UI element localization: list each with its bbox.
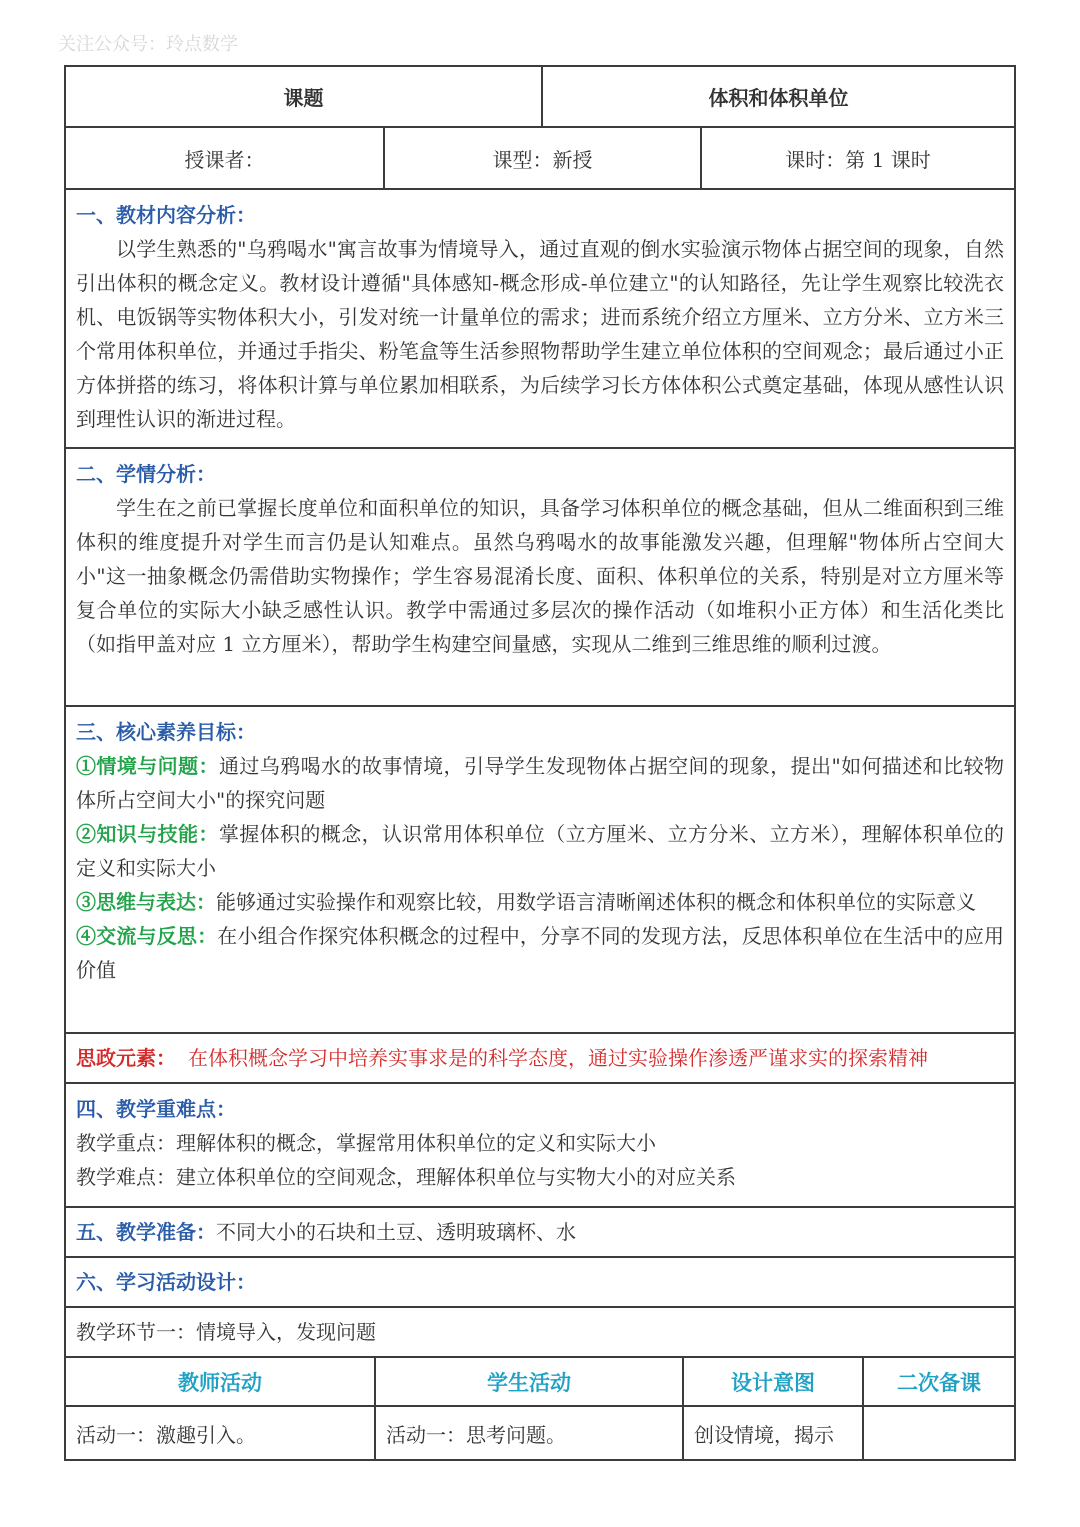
learner-analysis-title: 二、学情分析： [76, 462, 216, 486]
goal-item [76, 885, 1004, 919]
goal-text: 能够通过实验操作和观察比较，用数学语言清晰阐述体积的概念和体积单位的实际意义 [216, 890, 976, 914]
difficulty-point: 教学难点：建立体积单位的空间观念，理解体积单位与实物大小的对应关系 [76, 1165, 736, 1189]
goal-label: ①情境与问题： [76, 754, 219, 778]
ideology-text: 在体积概念学习中培养实事求是的科学态度，通过实验操作渗透严谨求实的探索精神 [188, 1046, 928, 1070]
key-point: 教学重点：理解体积的概念，掌握常用体积单位的定义和实际大小 [76, 1131, 656, 1155]
teacher-activity-header: 教师活动 [178, 1369, 262, 1395]
watermark: 关注公众号：玲点数学 [58, 34, 238, 55]
key-points-title: 四、教学重难点： [76, 1097, 236, 1121]
second-prep-header: 二次备课 [862, 1358, 1014, 1405]
activity-design-title: 六、学习活动设计： [76, 1270, 256, 1294]
teaching-step-row [64, 1308, 1016, 1358]
lesson-time: 课时：第 1 课时 [700, 128, 1014, 188]
material-analysis-section [64, 190, 1016, 449]
preparation-section [64, 1208, 1016, 1258]
ideology-section [64, 1034, 1016, 1084]
topic-row [64, 65, 1016, 128]
student-activity-cell: 活动一：思考问题。 [374, 1407, 682, 1459]
activity-design-section [64, 1258, 1016, 1308]
design-intent-cell: 创设情境，揭示 [682, 1407, 862, 1459]
goal-label: ④交流与反思： [76, 924, 218, 948]
second-prep-cell [862, 1407, 1014, 1459]
student-activity-header: 学生活动 [374, 1358, 682, 1405]
goal-text: 掌握体积的概念，认识常用体积单位（立方厘米、立方分米、立方米），理解体积单位的定义和实际大小 [76, 822, 1005, 880]
teaching-step: 教学环节一：情境导入，发现问题 [76, 1320, 376, 1344]
goal-text: 通过乌鸦喝水的故事情境，引导学生发现物体占据空间的现象，提出"如何描述和比较物体所占空间大小"的探究问题 [76, 754, 1005, 812]
meta-row [64, 128, 1016, 190]
core-goals-section [64, 707, 1016, 1034]
preparation-label: 五、教学准备： [76, 1220, 216, 1244]
ideology-label: 思政元素： [76, 1046, 176, 1070]
goal-item [76, 919, 1004, 987]
goal-label: ③思维与表达： [76, 890, 216, 914]
lesson-plan-table [64, 65, 1016, 1461]
topic-label: 课题 [283, 86, 324, 110]
topic-value: 体积和体积单位 [541, 67, 1014, 126]
material-analysis-title: 一、教材内容分析： [76, 203, 256, 227]
learner-analysis-section [64, 449, 1016, 707]
goal-label: ②知识与技能： [76, 822, 219, 846]
material-analysis-body: 以学生熟悉的"乌鸦喝水"寓言故事为情境导入，通过直观的倒水实验演示物体占据空间的现象，自然引出体积的概念定义。教材设计遵循"具体感知-概念形成-单位建立"的认知路径，先让学生观察比较洗衣机、电饭锅等实物体积大小，引发对统一计量单位的需求；进而系统介绍立方厘米、立方分米、立方米三个常用体积单位，并通过手指尖、粉笔盒等生活参照物帮助学生建立单位体积的空间观念；最后通过小正方体拼搭的练习，将体积计算与单位累加相联系，为后续学习长方体体积公式奠定基础，体现从感性认识到理性认识的渐进过程。 [76, 237, 1004, 431]
core-goals-title: 三、核心素养目标： [76, 720, 256, 744]
goal-item [76, 749, 1004, 817]
goal-text: 在小组合作探究体积概念的过程中，分享不同的发现方法，反思体积单位在生活中的应用价值 [76, 924, 1005, 982]
goal-item [76, 817, 1004, 885]
teacher-activity-cell: 活动一：激趣引入。 [76, 1422, 256, 1447]
lesson-type: 课型：新授 [383, 128, 700, 188]
teacher-label: 授课者： [184, 147, 265, 172]
activity-table-row [64, 1407, 1016, 1461]
learner-analysis-body: 学生在之前已掌握长度单位和面积单位的知识，具备学习体积单位的概念基础，但从二维面积到三维体积的维度提升对学生而言仍是认知难点。虽然乌鸦喝水的故事能激发兴趣，但理解"物体所占空间大小"这一抽象概念仍需借助实物操作；学生容易混淆长度、面积、体积单位的关系，特别是对立方厘米等复合单位的实际大小缺乏感性认识。教学中需通过多层次的操作活动（如堆积小正方体）和生活化类比（如指甲盖对应 1 立方厘米），帮助学生构建空间量感，实现从二维到三维思维的顺利过渡。 [76, 496, 1004, 656]
design-intent-header: 设计意图 [682, 1358, 862, 1405]
key-points-section [64, 1084, 1016, 1208]
activity-table-header [64, 1358, 1016, 1407]
preparation-text: 不同大小的石块和土豆、透明玻璃杯、水 [216, 1220, 576, 1244]
